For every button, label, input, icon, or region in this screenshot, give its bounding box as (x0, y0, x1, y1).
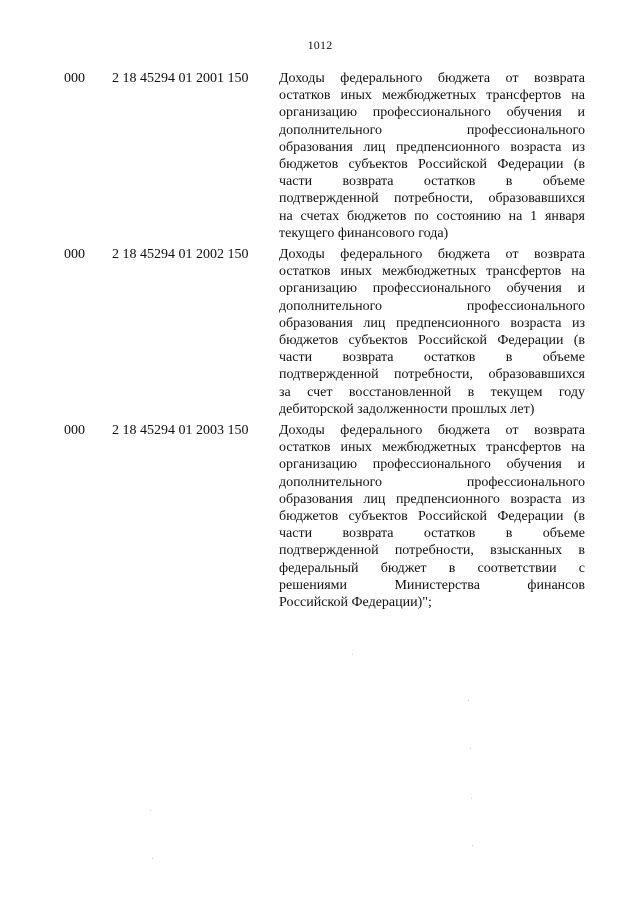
description-line: дополнительного профессионального (279, 474, 585, 490)
description-line: подтвержденной потребности, образовавшихся (279, 191, 585, 207)
description-line: образования лиц предпенсионного возраста из (279, 315, 585, 331)
description-line: организацию профессионального обучения и (279, 105, 585, 121)
description-line: остатков иных межбюджетных трансфертов на (279, 440, 585, 456)
scan-speck (472, 845, 473, 846)
admin-code: 000 (64, 423, 85, 439)
description-line: федеральный бюджет в соответствии с (279, 560, 585, 576)
description-line: остатков иных межбюджетных трансфертов на (279, 88, 585, 104)
classification-code: 2 18 45294 01 2002 150 (112, 247, 249, 263)
income-description (279, 70, 585, 242)
classification-code: 2 18 45294 01 2003 150 (112, 423, 249, 439)
description-line: Доходы федерального бюджета от возврата (279, 247, 585, 263)
table-row (0, 70, 640, 242)
scan-speck (468, 700, 469, 701)
description-line: образования лиц предпенсионного возраста из (279, 491, 585, 507)
table-row (0, 422, 640, 611)
scan-speck (471, 798, 472, 799)
description-line: дебиторской задолженности прошлых лет) (279, 401, 535, 417)
description-line: дополнительного профессионального (279, 298, 585, 314)
admin-code: 000 (64, 247, 85, 263)
description-line: бюджетов субъектов Российской Федерации (в (279, 333, 585, 349)
description-line: решениями Министерства финансов (279, 577, 585, 593)
description-line: текущего финансового года) (279, 225, 449, 241)
scan-speck (150, 810, 151, 811)
description-line: части возврата остатков в объеме (279, 526, 585, 542)
description-line: Доходы федерального бюджета от возврата (279, 71, 585, 86)
scan-speck (152, 858, 153, 859)
admin-code: 000 (64, 71, 85, 86)
description-line: за счет восстановленной в текущем году (279, 384, 585, 400)
description-line: образования лиц предпенсионного возраста из (279, 139, 585, 155)
description-line: Российской Федерации)"; (279, 595, 432, 611)
description-line: бюджетов субъектов Российской Федерации (в (279, 157, 585, 173)
description-line: остатков иных межбюджетных трансфертов на (279, 264, 585, 280)
classification-code: 2 18 45294 01 2001 150 (112, 71, 249, 86)
description-line: части возврата остатков в объеме (279, 174, 585, 190)
description-line: бюджетов субъектов Российской Федерации (в (279, 509, 585, 525)
description-line: подтвержденной потребности, взысканных в (279, 543, 585, 559)
description-line: дополнительного профессионального (279, 122, 585, 138)
page-number: 1012 (307, 38, 333, 52)
table-row (0, 246, 640, 418)
description-line: на счетах бюджетов по состоянию на 1 января (279, 208, 585, 224)
description-line: организацию профессионального обучения и (279, 281, 585, 297)
description-line: подтвержденной потребности, образовавшихся (279, 367, 585, 383)
income-description (279, 246, 585, 418)
description-line: Доходы федерального бюджета от возврата (279, 423, 585, 439)
description-line: организацию профессионального обучения и (279, 457, 585, 473)
scan-speck (352, 654, 353, 655)
scan-speck (470, 748, 471, 749)
classification-table (0, 70, 640, 615)
income-description (279, 422, 585, 611)
description-line: части возврата остатков в объеме (279, 350, 585, 366)
